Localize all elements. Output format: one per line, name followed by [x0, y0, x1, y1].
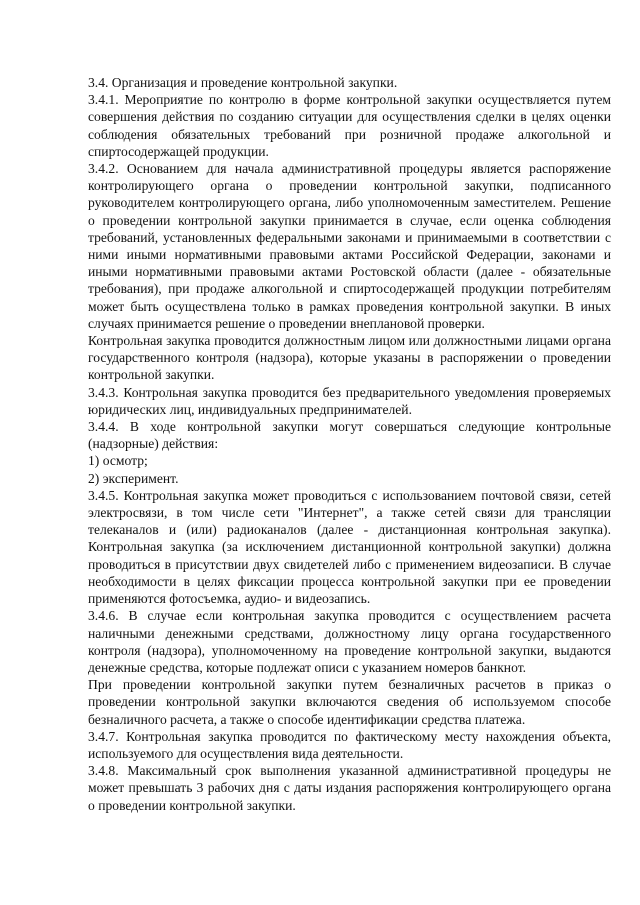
paragraph-3-4-2-continued: Контрольная закупка проводится должностным лицом или должностными лицами органа государственного контроля (надзора), которые указаны в распоряжении о проведении контрольной закупки.: [88, 333, 611, 383]
list-item-inspection: 1) осмотр;: [88, 453, 148, 469]
paragraph-3-4-1: 3.4.1. Мероприятие по контролю в форме контрольной закупки осуществляется путем совершения действия по созданию ситуации для осуществления сделки в целях оценки соблюдения обязательных требований при розничной продаже алкогольной и спиртосодержащей продукции.: [88, 92, 611, 159]
paragraph-3-4-7: 3.4.7. Контрольная закупка проводится по фактическому месту нахождения объекта, используемого для осуществления вида деятельности.: [88, 728, 611, 761]
paragraph-3-4-6-continued: При проведении контрольной закупки путем безналичных расчетов в приказ о проведении контрольной закупки включаются сведения об используемом способе безналичного расчета, а также о способе идентификации средства платежа.: [88, 677, 611, 727]
paragraph-3-4-2: 3.4.2. Основанием для начала административной процедуры является распоряжение контролирующего органа о проведении контрольной закупки, подписанного руководителем контролирующего органа, либо уполномоченным заместителем. Решение о проведении контрольной закупки принимается в случае, если оценка соблюдения требований, установленных федеральными законами и принимаемыми в соответствии с ними иными нормативными правовыми актами Российской Федерации, законами и иными нормативными правовыми актами Ростовской области (далее - обязательные требования), при продаже алкогольной и спиртосодержащей продукции потребителям может быть осуществлена только в рамках проведения контрольной закупки. В иных случаях принимается решение о проведении внеплановой проверки.: [88, 161, 611, 331]
document-body: [88, 74, 611, 814]
paragraph-3-4-8: 3.4.8. Максимальный срок выполнения указанной административной процедуры не может превышать 3 рабочих дня с даты издания распоряжения контролирующего органа о проведении контрольной закупки.: [88, 763, 611, 813]
paragraph-3-4-3: 3.4.3. Контрольная закупка проводится без предварительного уведомления проверяемых юридических лиц, индивидуальных предпринимателей.: [88, 384, 611, 417]
paragraph-3-4-6: 3.4.6. В случае если контрольная закупка проводится с осуществлением расчета наличными денежными средствами, должностному лицу органа государственного контроля (надзора), уполномоченному на проведение контрольной закупки, выдаются денежные средства, которые подлежат описи с указанием номеров банкнот.: [88, 608, 611, 675]
paragraph-3-4-5: 3.4.5. Контрольная закупка может проводиться с использованием почтовой связи, сетей электросвязи, в том числе сети "Интернет", а также сетей связи для трансляции телеканалов и (или) радиоканалов (далее - дистанционная контрольная закупка). Контрольная закупка (за исключением дистанционной контрольной закупки) должна проводиться в присутствии двух свидетелей либо с применением видеозаписи. В случае необходимости в целях фиксации процесса контрольной закупки при ее проведении применяются фотосъемка, аудио- и видеозапись.: [88, 487, 611, 607]
paragraph-3-4: 3.4. Организация и проведение контрольной закупки.: [88, 75, 398, 90]
paragraph-3-4-4: 3.4.4. В ходе контрольной закупки могут совершаться следующие контрольные (надзорные) действия:: [88, 419, 611, 452]
list-item-experiment: 2) эксперимент.: [88, 470, 179, 486]
